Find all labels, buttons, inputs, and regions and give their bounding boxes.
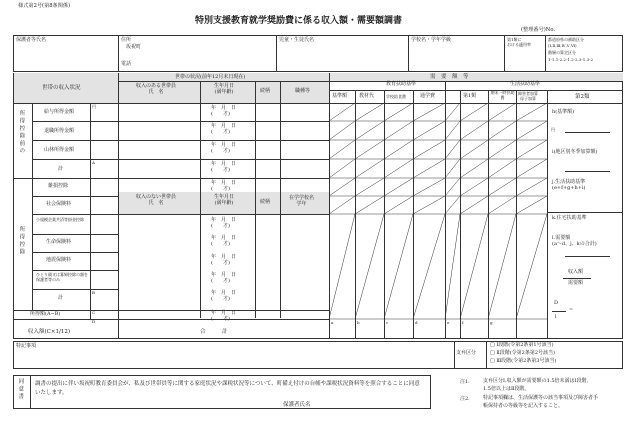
school-label: 学校名・学年学級 bbox=[411, 37, 452, 43]
note-1-text: 支弁区分Ⅰ,収入額が需要額の1.5倍未満はⅠ段階, 1.5倍以上はⅡ段階。 bbox=[483, 378, 589, 392]
income-row-retire: 退職所得金額 bbox=[44, 128, 75, 134]
student-name-label: 児童・生徒氏名 bbox=[279, 37, 315, 43]
birthdate-cell: 年 月 日 bbox=[211, 105, 237, 111]
diagonal-mark bbox=[488, 140, 516, 159]
edu-col-1: 教材代 bbox=[359, 93, 375, 99]
right-item-j: j.生活扶助基準 (e+f+g+h+i) bbox=[552, 179, 586, 191]
household-heading: 世帯の状況(前年12月末日現在) bbox=[175, 74, 246, 80]
diagonal-mark bbox=[516, 159, 547, 178]
consent-text: 調書の提出に伴い坂祝町教育委員会が、私及び世帯員等に関する家庭状況や課税状況等について、町備え付けの台帳や課税状況資料等を照合することに同意いたします。 bbox=[35, 381, 420, 396]
diagonal-mark bbox=[384, 178, 413, 196]
letter-a: A bbox=[92, 160, 95, 165]
diagonal-mark bbox=[384, 196, 413, 214]
note-2-text: 特記事項欄は、生活保護等の該当事項及び障害者手 帳保持者の等級等を記入すること。 bbox=[483, 395, 599, 409]
diagonal-mark bbox=[488, 214, 516, 319]
letter-c: C bbox=[92, 310, 96, 315]
diagonal-mark bbox=[516, 140, 547, 159]
ded-row-5: ひとり親又は寡婦控除の額を保護者等のみ bbox=[36, 272, 88, 282]
diagonal-mark bbox=[460, 140, 488, 159]
age-cell: ( 才) bbox=[211, 241, 230, 247]
age-cell: ( 才) bbox=[211, 148, 230, 154]
diagonal-mark bbox=[413, 159, 445, 178]
birthdate-cell: 年 月 日 bbox=[211, 161, 237, 167]
fraction-num: D bbox=[554, 300, 559, 306]
birthdate-cell: 年 月 日 bbox=[211, 142, 237, 148]
diagonal-mark bbox=[445, 178, 460, 196]
right-item-i: i(地区別冬季加算額) bbox=[552, 149, 598, 155]
form-number: 様式第2号(第8条関係) bbox=[18, 3, 71, 9]
diagonal-mark bbox=[355, 103, 384, 121]
diagonal-mark bbox=[329, 178, 355, 196]
diagonal-mark bbox=[329, 140, 355, 159]
bottom-letter: e bbox=[447, 320, 450, 325]
diagonal-mark bbox=[488, 196, 516, 214]
bottom-letter: g bbox=[490, 320, 493, 325]
diagonal-mark bbox=[445, 214, 460, 319]
birthdate-cell: 年 月 日 bbox=[211, 180, 237, 186]
yen-unit: 円 bbox=[92, 104, 96, 109]
diagonal-mark bbox=[413, 103, 445, 121]
diagonal-mark bbox=[460, 196, 488, 214]
diagonal-mark bbox=[445, 140, 460, 159]
nonearner-school-header: 在学学校名 学年 bbox=[289, 195, 315, 207]
tier-text-2: (Ⅰ,Ⅱ,Ⅲ,Ⅳ,Ⅴ,Ⅵ) bbox=[548, 43, 577, 48]
age-cell: ( 才) bbox=[211, 296, 230, 302]
tier-text-4: 1-1.1-2.2-1.2-2.3-1.3-2 bbox=[548, 57, 594, 62]
bottom-letter: a bbox=[331, 320, 334, 325]
ded-row-6: 計 bbox=[58, 295, 64, 301]
diagonal-mark bbox=[460, 178, 488, 196]
age-cell: ( 才) bbox=[211, 223, 230, 229]
diagonal-mark bbox=[516, 214, 547, 319]
diagonal-mark bbox=[488, 103, 516, 121]
right-item-h: h(基準額) bbox=[552, 109, 575, 115]
diagonal-mark bbox=[413, 121, 445, 140]
birthdate-cell: 年 月 日 bbox=[211, 310, 237, 316]
diagonal-mark bbox=[355, 196, 384, 214]
nonearner-birth-header: 生年月日 (満年齢) bbox=[214, 194, 235, 206]
diagonal-mark bbox=[329, 121, 355, 140]
diagonal-mark bbox=[329, 196, 355, 214]
diagonal-mark bbox=[445, 159, 460, 178]
diagonal-mark bbox=[384, 214, 413, 319]
earner-name-header: 収入のある世帯員 氏 名 bbox=[136, 83, 177, 95]
diagonal-mark bbox=[488, 178, 516, 196]
ded-row-3: 生命保険料 bbox=[46, 239, 72, 245]
life-col-1: 第2類 bbox=[575, 94, 590, 100]
tier-text-1: 都道府県の補助区分 bbox=[548, 37, 584, 42]
consent-label: 同意書 bbox=[17, 378, 24, 401]
edu-heading: 教育扶助基準 bbox=[386, 81, 417, 87]
earner-relation-header: 続柄 bbox=[260, 88, 271, 94]
birthdate-cell: 年 月 日 bbox=[211, 123, 237, 129]
ded-row-4: 地震保険料 bbox=[46, 257, 72, 263]
guardian-signature-label: 保護者氏名 bbox=[283, 402, 311, 408]
letter-b: B bbox=[92, 290, 95, 295]
tier-text-3: 階層の算定区分 bbox=[548, 50, 576, 55]
diagonal-mark bbox=[460, 159, 488, 178]
age-cell: ( 才) bbox=[211, 316, 230, 322]
nonearner-name-header: 収入のない世帯員 氏 名 bbox=[136, 194, 177, 206]
ded-row-2: 小規模企業共済等掛金控除 bbox=[36, 217, 84, 222]
diagonal-mark bbox=[355, 159, 384, 178]
diagonal-mark bbox=[445, 121, 460, 140]
note-2-no: 注2. bbox=[460, 396, 470, 402]
earner-job-header: 職種等 bbox=[295, 88, 311, 94]
birthdate-cell: 年 月 日 bbox=[211, 217, 237, 223]
edu-col-0: 基準額 bbox=[332, 93, 348, 99]
diagonal-mark bbox=[516, 103, 547, 121]
bottom-letter: b bbox=[357, 320, 360, 325]
support-opt-1[interactable]: □ Ⅰ段階(令第2条第1号該当) bbox=[490, 342, 554, 348]
income-row-total: 計 bbox=[58, 166, 64, 172]
diagonal-mark bbox=[329, 103, 355, 121]
reference-number: (整理番号)No. bbox=[521, 27, 556, 33]
support-opt-1-text: Ⅰ段階(令第2条第1号該当) bbox=[496, 342, 554, 348]
diagonal-mark bbox=[384, 159, 413, 178]
total-label: 合 計 bbox=[200, 329, 228, 335]
birthdate-cell: 年 月 日 bbox=[211, 235, 237, 241]
annual-income-label: 収入額(C×1/12) bbox=[28, 329, 70, 335]
address-label: 住所 bbox=[121, 37, 132, 43]
income-status-heading: 世帯の収入状況 bbox=[42, 85, 81, 91]
diagonal-mark bbox=[329, 214, 355, 319]
diagonal-mark bbox=[460, 214, 488, 319]
ded-row-0: 雑損控除 bbox=[48, 183, 69, 189]
edu-col-4: 第1類 bbox=[463, 93, 477, 99]
diagonal-mark bbox=[460, 103, 488, 121]
need-heading: 需 要 額 等 bbox=[430, 74, 469, 80]
bottom-letter: d bbox=[415, 320, 418, 325]
diagonal-mark bbox=[355, 214, 384, 319]
support-opt-3-text: Ⅲ段階(令第2条第3号該当) bbox=[496, 358, 557, 364]
support-opt-2-text: Ⅱ段階(令第2条第2号該当) bbox=[496, 350, 555, 356]
diagonal-mark bbox=[445, 196, 460, 214]
letter-d: D bbox=[92, 319, 96, 324]
support-opt-2[interactable]: □ Ⅱ段階(令第2条第2号該当) bbox=[490, 350, 555, 356]
guardian-name-label: 保護者等氏名 bbox=[16, 37, 47, 43]
total-income-label: 所得額(A−B) bbox=[30, 311, 61, 317]
age-cell: ( 才) bbox=[211, 278, 230, 284]
nonearner-relation-header: 続柄 bbox=[260, 199, 271, 205]
diagonal-mark bbox=[355, 140, 384, 159]
diagonal-mark bbox=[488, 159, 516, 178]
diagonal-mark bbox=[445, 103, 460, 121]
right-item-k: k.住宅扶助基準 bbox=[552, 215, 587, 221]
diagonal-mark bbox=[516, 196, 547, 214]
diagonal-mark bbox=[460, 121, 488, 140]
phone-label: 電話 bbox=[121, 61, 132, 67]
yen-h: 円 bbox=[551, 127, 555, 132]
earner-birth-header: 生年月日 (満年齢) bbox=[214, 83, 235, 95]
diagonal-mark bbox=[384, 121, 413, 140]
diagonal-mark bbox=[355, 178, 384, 196]
diagonal-mark bbox=[413, 178, 445, 196]
diagonal-mark bbox=[413, 196, 445, 214]
right-item-l: l.需要額 (a〜d、j、kの合計) bbox=[552, 235, 597, 247]
fraction-den: l bbox=[555, 314, 557, 320]
diagonal-mark bbox=[488, 121, 516, 140]
income-row-salary: 給与所得金額 bbox=[44, 109, 75, 115]
town-name: 坂祝町 bbox=[126, 44, 142, 50]
support-opt-3[interactable]: □ Ⅲ段階(令第2条第3号該当) bbox=[490, 358, 557, 364]
note-1-no: 注1. bbox=[460, 379, 470, 385]
income-row-forest: 山林所得金額 bbox=[44, 147, 75, 153]
edu-col-3: 通学費 bbox=[420, 93, 436, 99]
deduction-label: 所得控除 bbox=[18, 226, 25, 256]
bottom-letter: f bbox=[462, 320, 464, 325]
bottom-letter: c bbox=[386, 320, 389, 325]
diagonal-mark bbox=[516, 121, 547, 140]
income-amount-label: 収入額 bbox=[568, 269, 584, 275]
life-col-0: 障害者加算 母子加算 bbox=[518, 91, 538, 101]
diagonal-mark bbox=[384, 140, 413, 159]
age-cell: ( 才) bbox=[211, 186, 230, 192]
age-cell: ( 才) bbox=[211, 260, 230, 266]
support-label: 支弁区分 bbox=[456, 350, 477, 356]
edu-col-2: 学校給食費 bbox=[386, 94, 406, 99]
life-heading: 生活扶助基準 bbox=[510, 81, 541, 87]
diagonal-mark bbox=[413, 140, 445, 159]
birthdate-cell: 年 月 日 bbox=[211, 254, 237, 260]
age-cell: ( 才) bbox=[211, 111, 230, 117]
need-amount-label: 需要額 bbox=[568, 280, 584, 286]
diagonal-mark bbox=[516, 178, 547, 196]
tier-rate-label: 第1類に おける適用率 bbox=[507, 37, 531, 47]
diagonal-mark bbox=[413, 214, 445, 319]
special-notes-label: 特記事項 bbox=[16, 343, 37, 349]
ded-row-1: 社会保険料 bbox=[46, 201, 72, 207]
diagonal-mark bbox=[355, 121, 384, 140]
age-cell: ( 才) bbox=[211, 129, 230, 135]
birthdate-cell: 年 月 日 bbox=[211, 290, 237, 296]
pre-deduction-label: 所得控除前の bbox=[18, 110, 25, 155]
diagonal-mark bbox=[384, 103, 413, 121]
age-cell: ( 才) bbox=[211, 167, 230, 173]
page-title: 特別支援教育就学奨励費に係る収入額・需要額調書 bbox=[195, 16, 403, 26]
birthdate-cell: 年 月 日 bbox=[211, 272, 237, 278]
edu-col-5: 期末一時扶助費 bbox=[490, 90, 515, 100]
diagonal-mark bbox=[329, 159, 355, 178]
